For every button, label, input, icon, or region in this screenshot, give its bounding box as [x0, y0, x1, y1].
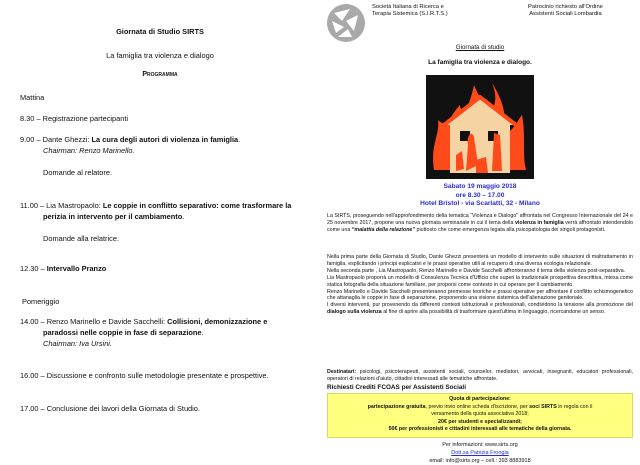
agenda-item: 14.00 – Renzo Marinello e Davide Sacchelli: Collisioni, demonizzazione e	[20, 317, 268, 326]
questions: Domande alla relatrice.	[43, 234, 119, 243]
programma-heading: Programma	[142, 71, 178, 78]
section-pomeriggio: Pomeriggio	[22, 297, 60, 306]
patronage: Patrocinio richiesto all'Ordine Assistenti Sociali Lombardia	[528, 4, 603, 17]
contact-info: Per informazioni: www.sirts.org Dott.sa Patrizia Frongia email: info@sirts.org – cell.: 393 8883918	[320, 441, 640, 465]
agenda-item: 8.30 – Registrazione partecipanti	[20, 114, 129, 123]
org-name: Società Italiana di Ricerca e Terapia Sistemica (S.I.R.T.S.)	[372, 4, 448, 17]
agenda-item-cont: paradossi nelle coppie in fase di separazione.	[43, 328, 204, 337]
fee-box: Quota di partecipazione: partecipazione gratuita, previo invio online scheda d'iscrizione, per soci SIRTS in regola con il versamento della quota associativa 2018; 20€ per studenti e specializzandi; 50€ per professionisti e cittadini interessati alle tematiche della giornata.	[327, 393, 633, 438]
event-date-block: Sabato 19 maggio 2018 ore 8.30 – 17.00 Hotel Bristol - via Scarlatti, 32 - Milano	[420, 183, 540, 208]
brochure-subheading: Giornata di studio	[455, 44, 505, 51]
agenda-item: 11.00 – Lia Mastropaolo: Le coppie in conflitto separativo: come trasformare la	[20, 201, 292, 210]
target-audience: Destinatari: psicologi, psicoterapeuti, assistenti sociali, counselor, mediatori, avvocati, insegnanti, educatori professionali, operatori di relazioni d'aiuto, cittadini interessati alle tematiche affrontate.	[327, 369, 633, 382]
agenda-item-cont: perizia in intervento per il cambiamento.	[43, 212, 185, 221]
description-paragraphs: Nella prima parte della Giornata di Studio, Dante Ghezzi presenterà un modello di intervento sulle situazioni di maltrattamento in famiglia, esplicitando i principi esplicativi e le prassi operative utili al recupero di una diversa ecologia relazionale. Nella seconda parte , Lia Mastropaolo, Renzo Marinello e Davide Sacchelli affronteranno il tema della violenza post-separativa. Lia Mastropaolo proporrà un modello di Consulenza Tecnica d'Ufficio che superi la tradizionale prospettiva descrittiva, intesa come statica fotografia della situazione familiare, per proporsi come contesto in cui operare per il cambiamento. Renzo Marinello e Davide Sacchelli presenteranno premesse teoriche e prassi operative per affrontare il conflitto schismogenetico che attanaglia le coppie in fase di separazione, proponendo una visione sistemica dell'alienazione genitoriale. I diversi interventi, pur provenendo da differenti contesti istituzionali e professionali, condividono la tensione alla promozione del dialogo sulla violenza al fine di aprire alla possibilità di trasformare quest'ultima in linguaggio, ricercandone un senso.	[327, 254, 633, 316]
agenda-item: 12.30 – Intervallo Pranzo	[20, 264, 107, 273]
sirts-logo-icon	[324, 3, 368, 43]
program-subtitle: La famiglia tra violenza e dialogo	[106, 51, 214, 60]
intro-paragraph: La SIRTS, proseguendo nell'approfondimento della tematica “Violenza e Dialogo” affrontata nel Congresso Internazionale del 24 e 25 novembre 2017, propone una nuova giornata seminariale in cui il tema della violenza in famiglia verrà affrontato intendendolo come una “malattia della relazione” piuttosto che come emergenza legata alla psicopatologia dei singoli protagonisti.	[327, 213, 633, 233]
chairman: Chairman: Renzo Marinello.	[43, 146, 135, 155]
chairman: Chairman: Iva Ursini.	[43, 339, 112, 348]
agenda-item: 17.00 – Conclusione dei lavori della Giornata di Studio.	[20, 404, 200, 413]
burning-house-image	[426, 75, 534, 179]
credits-note: Richiesti Crediti FCOAS per Assistenti Sociali	[327, 384, 466, 391]
agenda-item: 9.00 – Dante Ghezzi: La cura degli autori di violenza in famiglia.	[20, 135, 241, 144]
questions: Domande al relatore.	[43, 168, 113, 177]
agenda-item: 16.00 – Discussione e confronto sulle metodologie presentate e prospettive.	[20, 371, 269, 380]
contact-person-link[interactable]: Dott.sa Patrizia Frongia	[451, 450, 509, 456]
brochure-title: La famiglia tra violenza e dialogo.	[428, 59, 532, 66]
program-title: Giornata di Studio SIRTS	[116, 27, 204, 36]
section-mattina: Mattina	[20, 93, 45, 102]
